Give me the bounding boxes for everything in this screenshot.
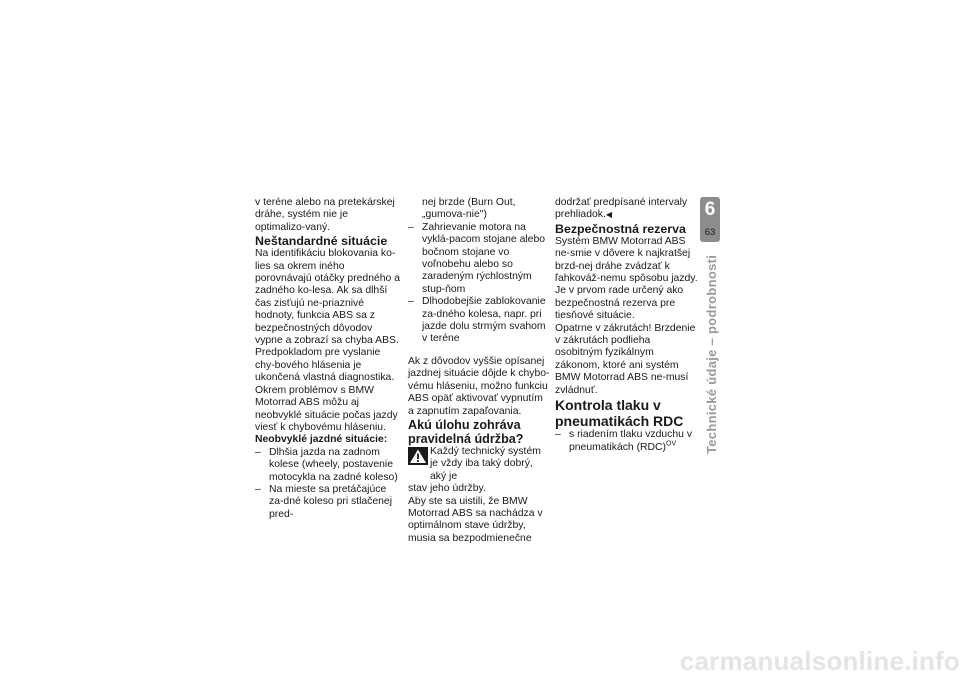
section-heading-unusual-situations: Neštandardné situácie (255, 234, 388, 249)
warning-block (408, 446, 550, 496)
paragraph: Aby ste sa uistili, že BMW Motorrad ABS sa nachádza v optimálnom stave údržby, musia sa bezpodmienečne (408, 495, 543, 544)
end-mark-icon: ◀ (605, 210, 612, 220)
list-item-continuation: nej brzde (Burn Out, „gumova-nie") (422, 197, 516, 221)
text-column-1 (255, 197, 400, 521)
list-item: – Na mieste sa pretáčajúce za-dné koleso pri stlačenej pred- (255, 484, 400, 521)
list-item-text: s riadením tlaku vzduchu v pneumatikách (RDC) (569, 429, 693, 453)
list-item: – Zahrievanie motora na vyklá-pacom stojane alebo bočnom stojane vo voľnobehu alebo so zaradeným rýchlostným stup-ňom (408, 222, 550, 296)
vertical-chapter-title: Technické údaje – podrobnosti (704, 254, 719, 454)
warning-triangle-icon (408, 447, 428, 465)
warning-text: Každý technický systém je vždy iba taký dobrý, aký je (430, 445, 541, 482)
paragraph: Na identifikáciu blokovania ko-lies sa okrem iného porovnávajú otáčky predného a zadného ko-lesa. Ak sa dlhší čas zisťujú ne-priaznivé hodnoty, funkcia ABS sa z bezpečnostných dôvodov vypne a zobrazí sa chyba ABS. Predpokladom pre vyslanie chy-bového hlásenia je ukončená vlastná diagnostika. (255, 248, 400, 384)
list-item (555, 429, 700, 454)
list-item: – Dlhodobejšie zablokovanie za-dného kolesa, napr. pri jazde dolu strmým svahom v teréne (408, 296, 550, 346)
paragraph: Okrem problémov s BMW Motorrad ABS môžu aj neobvyklé situácie počas jazdy viesť k chybovému hláseniu. (255, 384, 398, 433)
bold-label: Neobvyklé jazdné situácie: (255, 434, 388, 446)
option-superscript: OV (666, 440, 677, 448)
paragraph: Systém BMW Motorrad ABS ne-smie v dôvere k najkratšej brzd-nej dráhe zvádzať k ľahkováž-nemu spôsobu jazdy. Je v prvom rade určený ako bezpečnostná rezerva pre tiesňové situácie. (555, 235, 698, 322)
paragraph: Ak z dôvodov vyššie opísanej jazdnej situácie dôjde k chybo-vému hláseniu, možno funkciu ABS opäť aktivovať vypnutím a zapnutím zapaľovania. (408, 355, 550, 417)
chapter-number: 6 (704, 199, 716, 220)
paragraph: Opatrne v zákrutách! Brzdenie v zákrutách podlieha osobitným fyzikálnym zákonom, ktoré ani systém BMW Motorrad ABS ne-musí zvládnuť. (555, 322, 696, 396)
section-heading-maintenance: Akú úlohu zohráva pravidelná údržba? (408, 417, 524, 446)
list-item: – Dlhšia jazda na zadnom kolese (wheely, postavenie motocykla na zadné koleso) (255, 447, 400, 484)
warning-text-cont: stav jeho údržby. (408, 483, 486, 495)
section-heading-rdc: Kontrola tlaku v pneumatikách RDC (555, 397, 684, 430)
chapter-tab (700, 197, 720, 242)
paragraph (555, 197, 700, 222)
text-column-2 (408, 197, 550, 545)
text-column-3 (555, 197, 700, 454)
paragraph-text: dodržať predpísané intervaly prehliadok. (555, 197, 688, 221)
paragraph: v teréne alebo na pretekárskej dráhe, systém nie je optimalizo-vaný. (255, 197, 395, 233)
page-number: 63 (704, 227, 716, 238)
section-heading-safety-reserve: Bezpečnostná rezerva (555, 221, 686, 236)
watermark: carmanualsonline.info (679, 646, 960, 676)
